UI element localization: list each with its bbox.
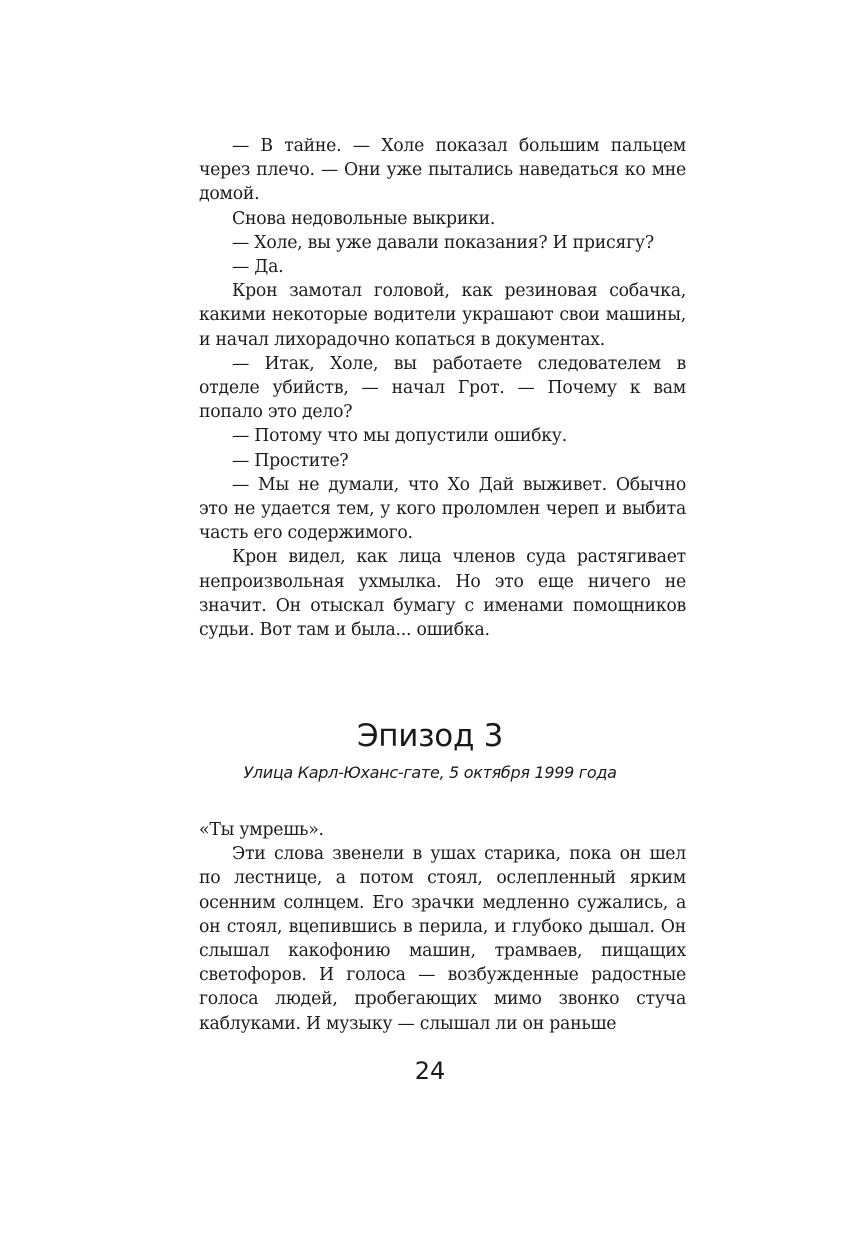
paragraph: — Потому что мы допустили ошибку. bbox=[232, 426, 567, 447]
paragraph: Снова недовольные выкрики. bbox=[232, 208, 496, 229]
paragraph: Эти слова звенели в ушах старика, пока он шел по лестнице, а потом стоял, ослепленный ярким осенним солнцем. Его зрачки медленно сужались, а он стоял, вцепившись в перила, и глубоко дышал. Он слышал какофонию машин, трамваев, пищащих светофоров. И голоса — возбужденные радостные голоса людей, пробегающих мимо звонко стуча каблуками. И музыку — слышал ли он раньше bbox=[199, 844, 686, 1034]
paragraph: — Да. bbox=[232, 257, 284, 278]
paragraph: — Итак, Холе, вы работаете следователем в отделе убийств, — начал Грот. — Почему к вам попало это дело? bbox=[199, 353, 686, 423]
chapter-subtitle: Улица Карл-Юханс-гате, 5 октября 1999 года bbox=[243, 763, 617, 782]
chapter-title: Эпизод 3 bbox=[356, 718, 504, 754]
paragraph: — Холе, вы уже давали показания? И присягу? bbox=[232, 232, 654, 253]
paragraph: Крон видел, как лица членов суда растягивает непроизвольная ухмылка. Но это еще ничего не значит. Он отыскал бумагу с именами помощников судьи. Вот там и была... ошибка. bbox=[199, 547, 686, 641]
paragraph: — Мы не думали, что Хо Дай выживет. Обычно это не удается тем, у кого проломлен череп и выбита часть его содержимого. bbox=[199, 474, 686, 544]
text-block-bottom bbox=[199, 818, 686, 1036]
paragraph: Крон замотал головой, как резиновая собачка, какими некоторые водители украшают свои машины, и начал лихорадочно копаться в документах. bbox=[199, 281, 686, 350]
paragraph: — Простите? bbox=[232, 450, 349, 471]
text-block-top bbox=[199, 134, 686, 642]
page-number: 24 bbox=[414, 1057, 446, 1085]
paragraph: «Ты умрешь». bbox=[199, 820, 324, 840]
paragraph: — В тайне. — Холе показал большим пальцем через плечо. — Они уже пытались наведаться ко мне домой. bbox=[199, 136, 686, 205]
